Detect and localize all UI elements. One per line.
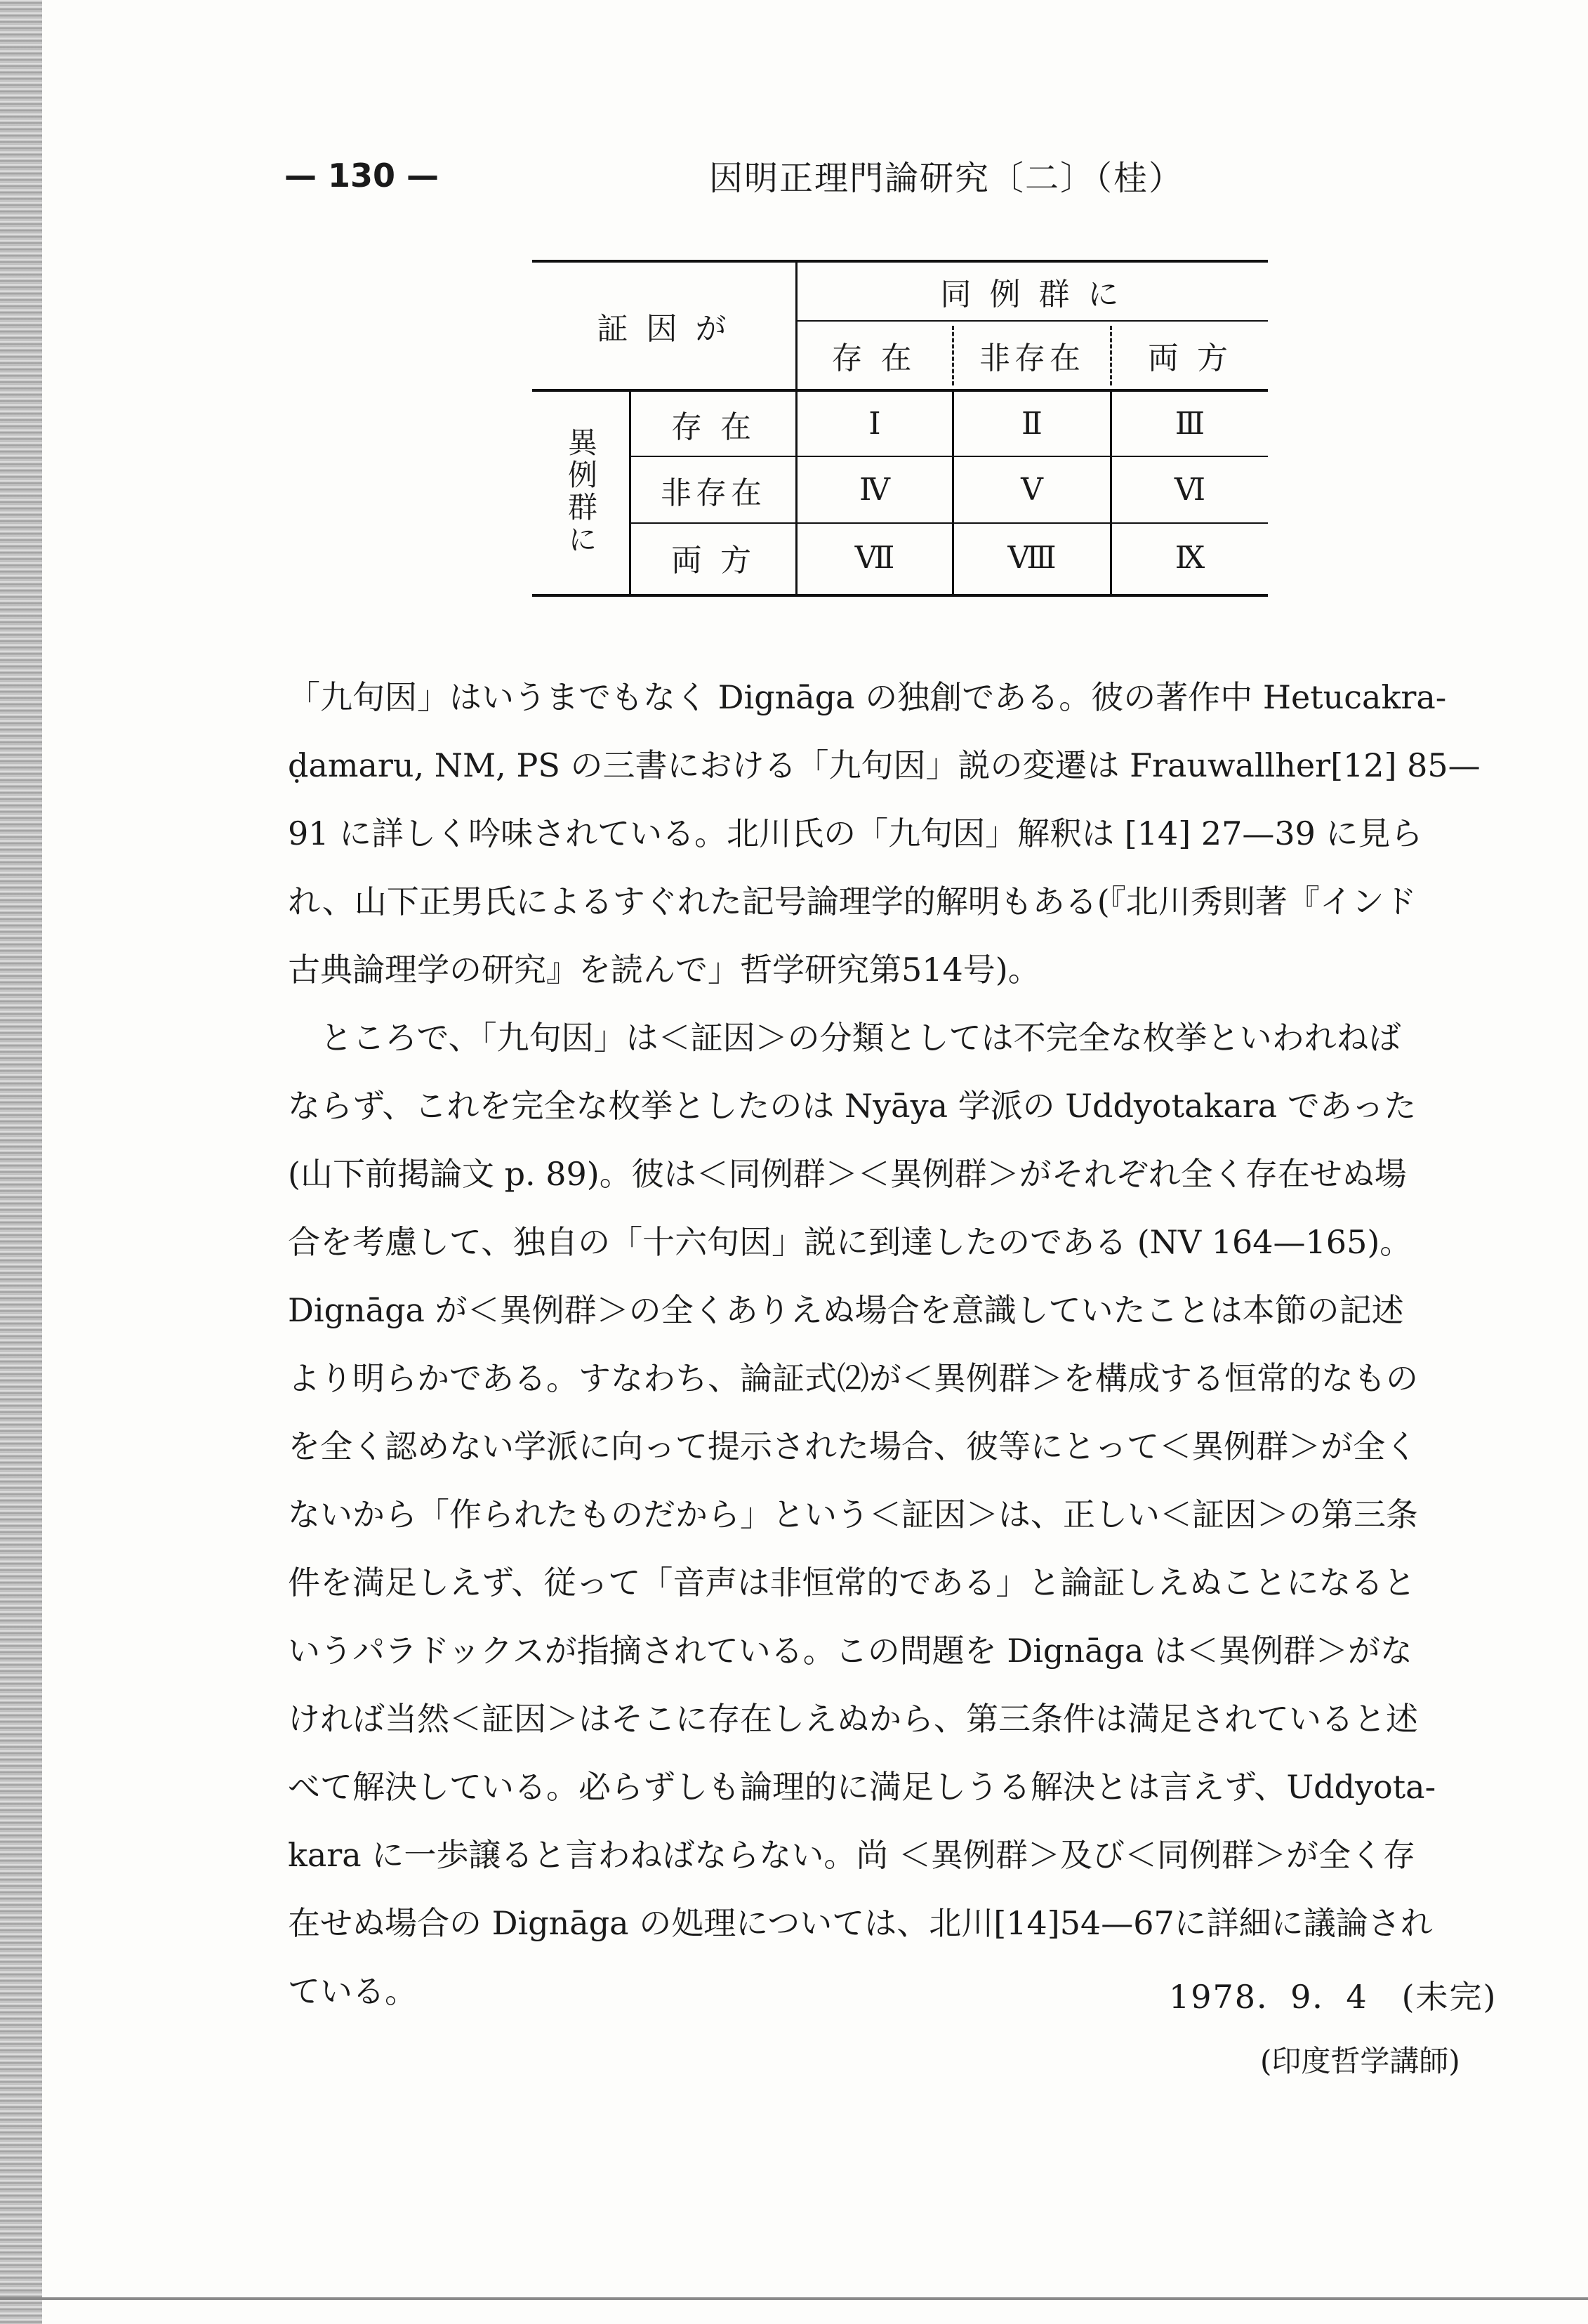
completion-date: 1978．9．4 (未完) [1169,1978,1497,2016]
paragraph-1 [288,663,1527,1004]
text-line: 91 に詳しく吟味されている。北川氏の「九句因」解釈は [14] 27—39 に見ら [288,814,1423,852]
table-cell: Ⅲ [1175,406,1205,442]
text-line: を全く認めない学派に向って提示された場合、彼等にとって＜異例群＞が全く [288,1427,1418,1465]
text-line: ḍamaru, NM, PS の三書における「九句因」説の変遷は Frauwallher[12] 85— [288,746,1481,784]
page-number: — 130 — [284,157,439,194]
row-label: 両 方 [671,543,755,579]
table-cell: Ⅸ [1175,539,1205,576]
row-label: 非存在 [661,475,766,511]
row-group-label: 異例群に [564,427,598,556]
running-title: 因明正理門論研究〔二〕（桂） [709,159,1184,198]
text-line: ところで、「九句因」は＜証因＞の分類としては不完全な枚挙といわれねば [320,1019,1401,1057]
text-line: いうパラドックスが指摘されている。この問題を Dignāga は＜異例群＞がな [288,1632,1412,1670]
table-cell: Ⅱ [1021,406,1043,442]
column-header: 存 在 [831,341,916,376]
column-header: 両 方 [1148,341,1232,376]
table-cell: Ⅳ [859,472,890,508]
text-line: 古典論理学の研究』を読んで」哲学研究第514号)。 [288,951,1040,989]
text-line: 在せぬ場合の Dignāga の処理については、北川[14]54—67に詳細に議論され [288,1904,1433,1942]
row-label: 存 在 [671,409,755,445]
text-line: 「九句因」はいうまでもなく Dignāga の独創である。彼の著作中 Hetucakra- [288,678,1447,716]
text-line: 件を満足しえず、従って「音声は非恒常的である」と論証しえぬことになると [288,1564,1416,1602]
text-line: kara に一歩譲ると言わねばならない。尚 ＜異例群＞及び＜同例群＞が全く存 [288,1836,1415,1874]
text-line: Dignāga が＜異例群＞の全くありえぬ場合を意識していたことは本節の記述 [288,1291,1404,1329]
column-header: 非存在 [979,341,1085,376]
text-line: れ、山下正男氏によるすぐれた記号論理学的解明もある(『北川秀則著『インド [288,883,1417,920]
text-line: ている。 [288,1972,417,2010]
text-line: (山下前掲論文 p. 89)。彼は＜同例群＞＜異例群＞がそれぞれ全く存在せぬ場 [288,1155,1407,1193]
corner-label: 証 因 が [597,311,731,347]
text-line: より明らかである。すなわち、論証式⑵が＜異例群＞を構成する恒常的なもの [288,1359,1418,1397]
column-group-label: 同 例 群 に [940,277,1123,312]
scan-gutter [0,0,42,2324]
page-header [0,151,1588,200]
text-line: 合を考慮して、独自の「十六句因」説に到達したのである (NV 164—165)。 [288,1223,1412,1261]
text-line: ければ当然＜証因＞はそこに存在しえぬから、第三条件は満足されていると述 [288,1700,1418,1738]
text-line: ないから「作られたものだから」という＜証因＞は、正しい＜証因＞の第三条 [288,1496,1418,1533]
paragraph-2 [288,1004,1527,2026]
table-cell: Ⅴ [1021,472,1043,508]
author-affiliation: (印度哲学講師) [1260,2044,1460,2078]
table-cell: Ⅰ [868,406,881,442]
scan-bottom-edge [0,2297,1588,2300]
table-cell: Ⅷ [1007,539,1057,576]
body-text [288,663,1527,2026]
text-line: べて解決している。必らずしも論理的に満足しうる解決とは言えず、Uddyota- [288,1768,1436,1806]
table-cell: Ⅵ [1174,472,1206,508]
text-line: ならず、これを完全な枚挙としたのは Nyāya 学派の Uddyotakara であった [288,1087,1417,1125]
table-cell: Ⅶ [854,539,895,576]
nine-reasons-table [532,260,1268,597]
